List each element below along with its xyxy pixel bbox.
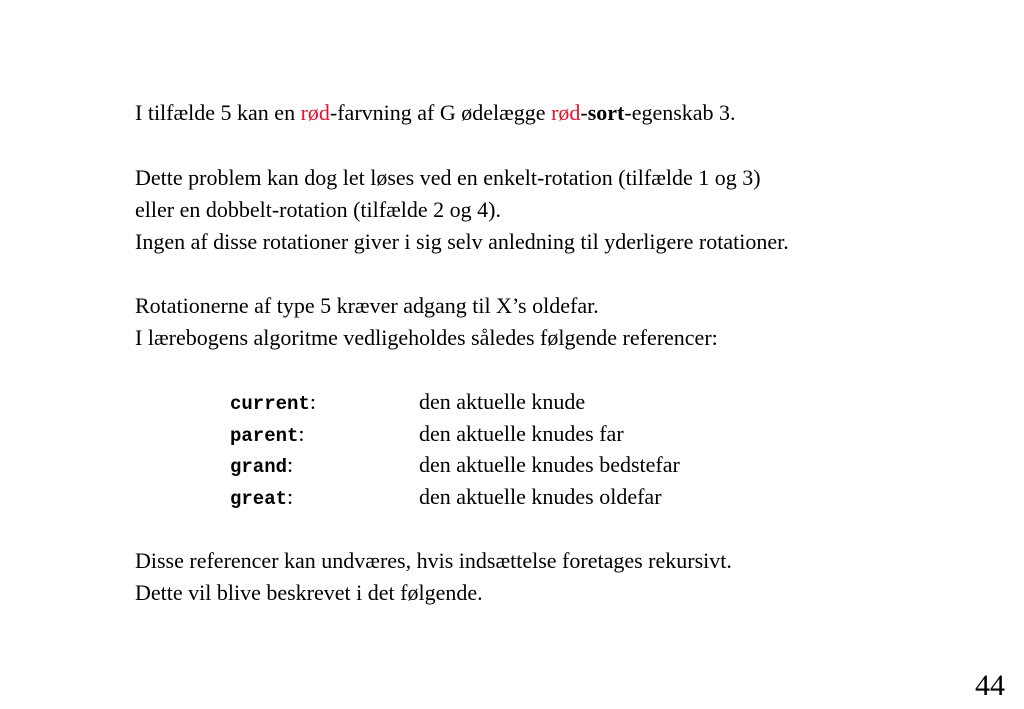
references-intro-line-2: I lærebogens algoritme vedligeholdes således følgende referencer: xyxy=(135,325,718,350)
reference-code: grand xyxy=(230,456,288,478)
case5-line xyxy=(135,97,736,129)
reference-code: current xyxy=(230,393,310,415)
reference-colon: : xyxy=(287,452,294,477)
recursion-line-1: Disse referencer kan undværes, hvis indsættelse foretages rekursivt. xyxy=(135,548,732,573)
case5-text-middle: -farvning af G ødelægge xyxy=(329,100,552,125)
reference-code: great xyxy=(230,487,288,510)
reference-name xyxy=(230,418,305,453)
references-intro-line-1: Rotationerne af type 5 kræver adgang til X’s oldefar. xyxy=(135,293,599,318)
case5-text-end: -egenskab 3. xyxy=(624,100,736,125)
page-number: 44 xyxy=(975,669,1005,702)
rotation-paragraph xyxy=(135,162,789,258)
reference-colon: : xyxy=(287,483,294,509)
reference-code: parent xyxy=(230,424,299,447)
red-word-2: rød xyxy=(551,100,581,125)
reference-description: den aktuelle knudes bedstefar xyxy=(419,452,680,477)
reference-name xyxy=(230,481,293,516)
recursion-paragraph xyxy=(135,545,732,609)
case5-paragraph xyxy=(135,97,736,129)
reference-name xyxy=(230,386,316,421)
rotation-line-1: Dette problem kan dog let løses ved en enkelt-rotation (tilfælde 1 og 3) xyxy=(135,165,761,190)
rotation-line-3: Ingen af disse rotationer giver i sig selv anledning til yderligere rotationer. xyxy=(135,229,789,254)
recursion-line-2: Dette vil blive beskrevet i det følgende. xyxy=(135,580,483,605)
hyphen: - xyxy=(580,100,588,125)
reference-colon: : xyxy=(298,420,305,446)
reference-description: den aktuelle knudes far xyxy=(419,420,624,446)
case5-text-start: I tilfælde 5 kan en xyxy=(135,100,301,125)
reference-name xyxy=(230,449,293,484)
red-word-1: rød xyxy=(300,100,330,125)
reference-description: den aktuelle knude xyxy=(419,389,586,414)
reference-colon: : xyxy=(309,389,316,414)
reference-description: den aktuelle knudes oldefar xyxy=(419,483,662,509)
rotation-line-2: eller en dobbelt-rotation (tilfælde 2 og 4). xyxy=(135,197,501,222)
references-intro-paragraph xyxy=(135,290,718,354)
bold-word-sort: sort xyxy=(587,100,625,125)
